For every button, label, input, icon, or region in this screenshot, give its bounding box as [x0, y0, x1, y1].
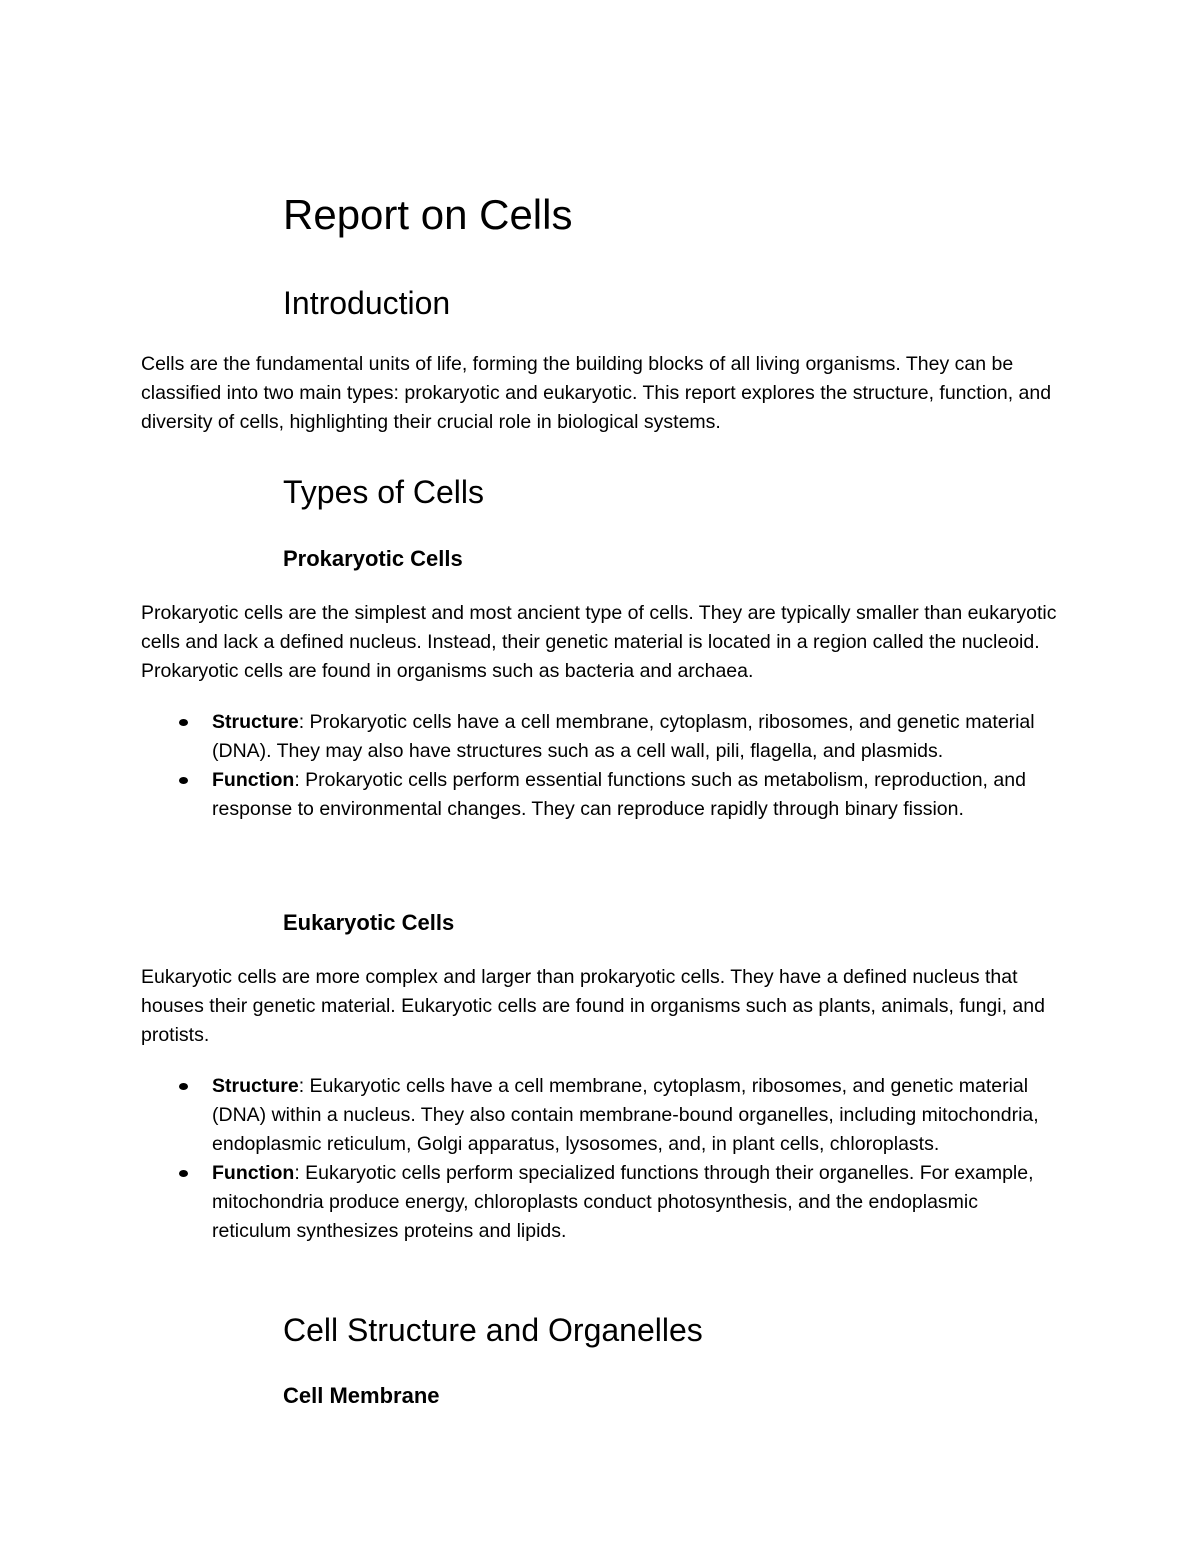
bullet-term: Structure	[212, 1075, 299, 1097]
list-item	[0, 1072, 1052, 1159]
prokaryotic-cells-heading: Prokaryotic Cells	[283, 546, 463, 571]
bullet-text: : Prokaryotic cells perform essential functions such as metabolism, reproduction, and response to environmental changes. They can reproduce rapidly through binary fission.	[212, 769, 1026, 820]
introduction-paragraph: Cells are the fundamental units of life, forming the building blocks of all living organisms. They can be classified into two main types: prokaryotic and eukaryotic. This report explores the structure, function, and diversity of cells, highlighting their crucial role in biological systems.	[141, 353, 1052, 433]
list-item	[0, 708, 1052, 766]
eukaryotic-paragraph: Eukaryotic cells are more complex and larger than prokaryotic cells. They have a defined nucleus that houses their genetic material. Eukaryotic cells are found in organisms such as plants, animals, fungi, and protists.	[141, 966, 1045, 1046]
bullet-term: Structure	[212, 711, 299, 733]
eukaryotic-cells-heading: Eukaryotic Cells	[283, 910, 455, 935]
bullet-text: : Eukaryotic cells have a cell membrane, cytoplasm, ribosomes, and genetic material (DNA) within a nucleus. They also contain membrane-bound organelles, including mitochondria, endoplasmic reticulum, Golgi apparatus, lysosomes, and, in plant cells, chloroplasts.	[212, 1075, 1039, 1155]
prokaryotic-paragraph: Prokaryotic cells are the simplest and most ancient type of cells. They are typically smaller than eukaryotic cells and lack a defined nucleus. Instead, their genetic material is located in a region called the nucleoid. Prokaryotic cells are found in organisms such as bacteria and archaea.	[141, 602, 1057, 682]
document-title: Report on Cells	[283, 191, 573, 238]
list-item	[0, 1159, 1052, 1246]
prokaryotic-bullet-list	[0, 708, 1200, 824]
bullet-term: Function	[212, 769, 295, 791]
types-of-cells-heading: Types of Cells	[283, 474, 484, 510]
cell-structure-heading: Cell Structure and Organelles	[283, 1312, 703, 1348]
bullet-text: : Eukaryotic cells perform specialized functions through their organelles. For example, mitochondria produce energy, chloroplasts conduct photosynthesis, and the endoplasmic reticulum synthesizes proteins and lipids.	[212, 1162, 1034, 1242]
bullet-icon	[179, 719, 188, 726]
bullet-icon	[179, 1083, 188, 1090]
bullet-icon	[179, 777, 188, 784]
introduction-heading: Introduction	[283, 285, 451, 321]
cell-membrane-heading: Cell Membrane	[283, 1383, 440, 1408]
bullet-icon	[179, 1170, 188, 1177]
bullet-term: Function	[212, 1162, 295, 1184]
bullet-text: : Prokaryotic cells have a cell membrane, cytoplasm, ribosomes, and genetic material (DNA). They may also have structures such as a cell wall, pili, flagella, and plasmids.	[212, 711, 1035, 762]
list-item	[0, 766, 1052, 824]
eukaryotic-bullet-list	[0, 1072, 1200, 1246]
